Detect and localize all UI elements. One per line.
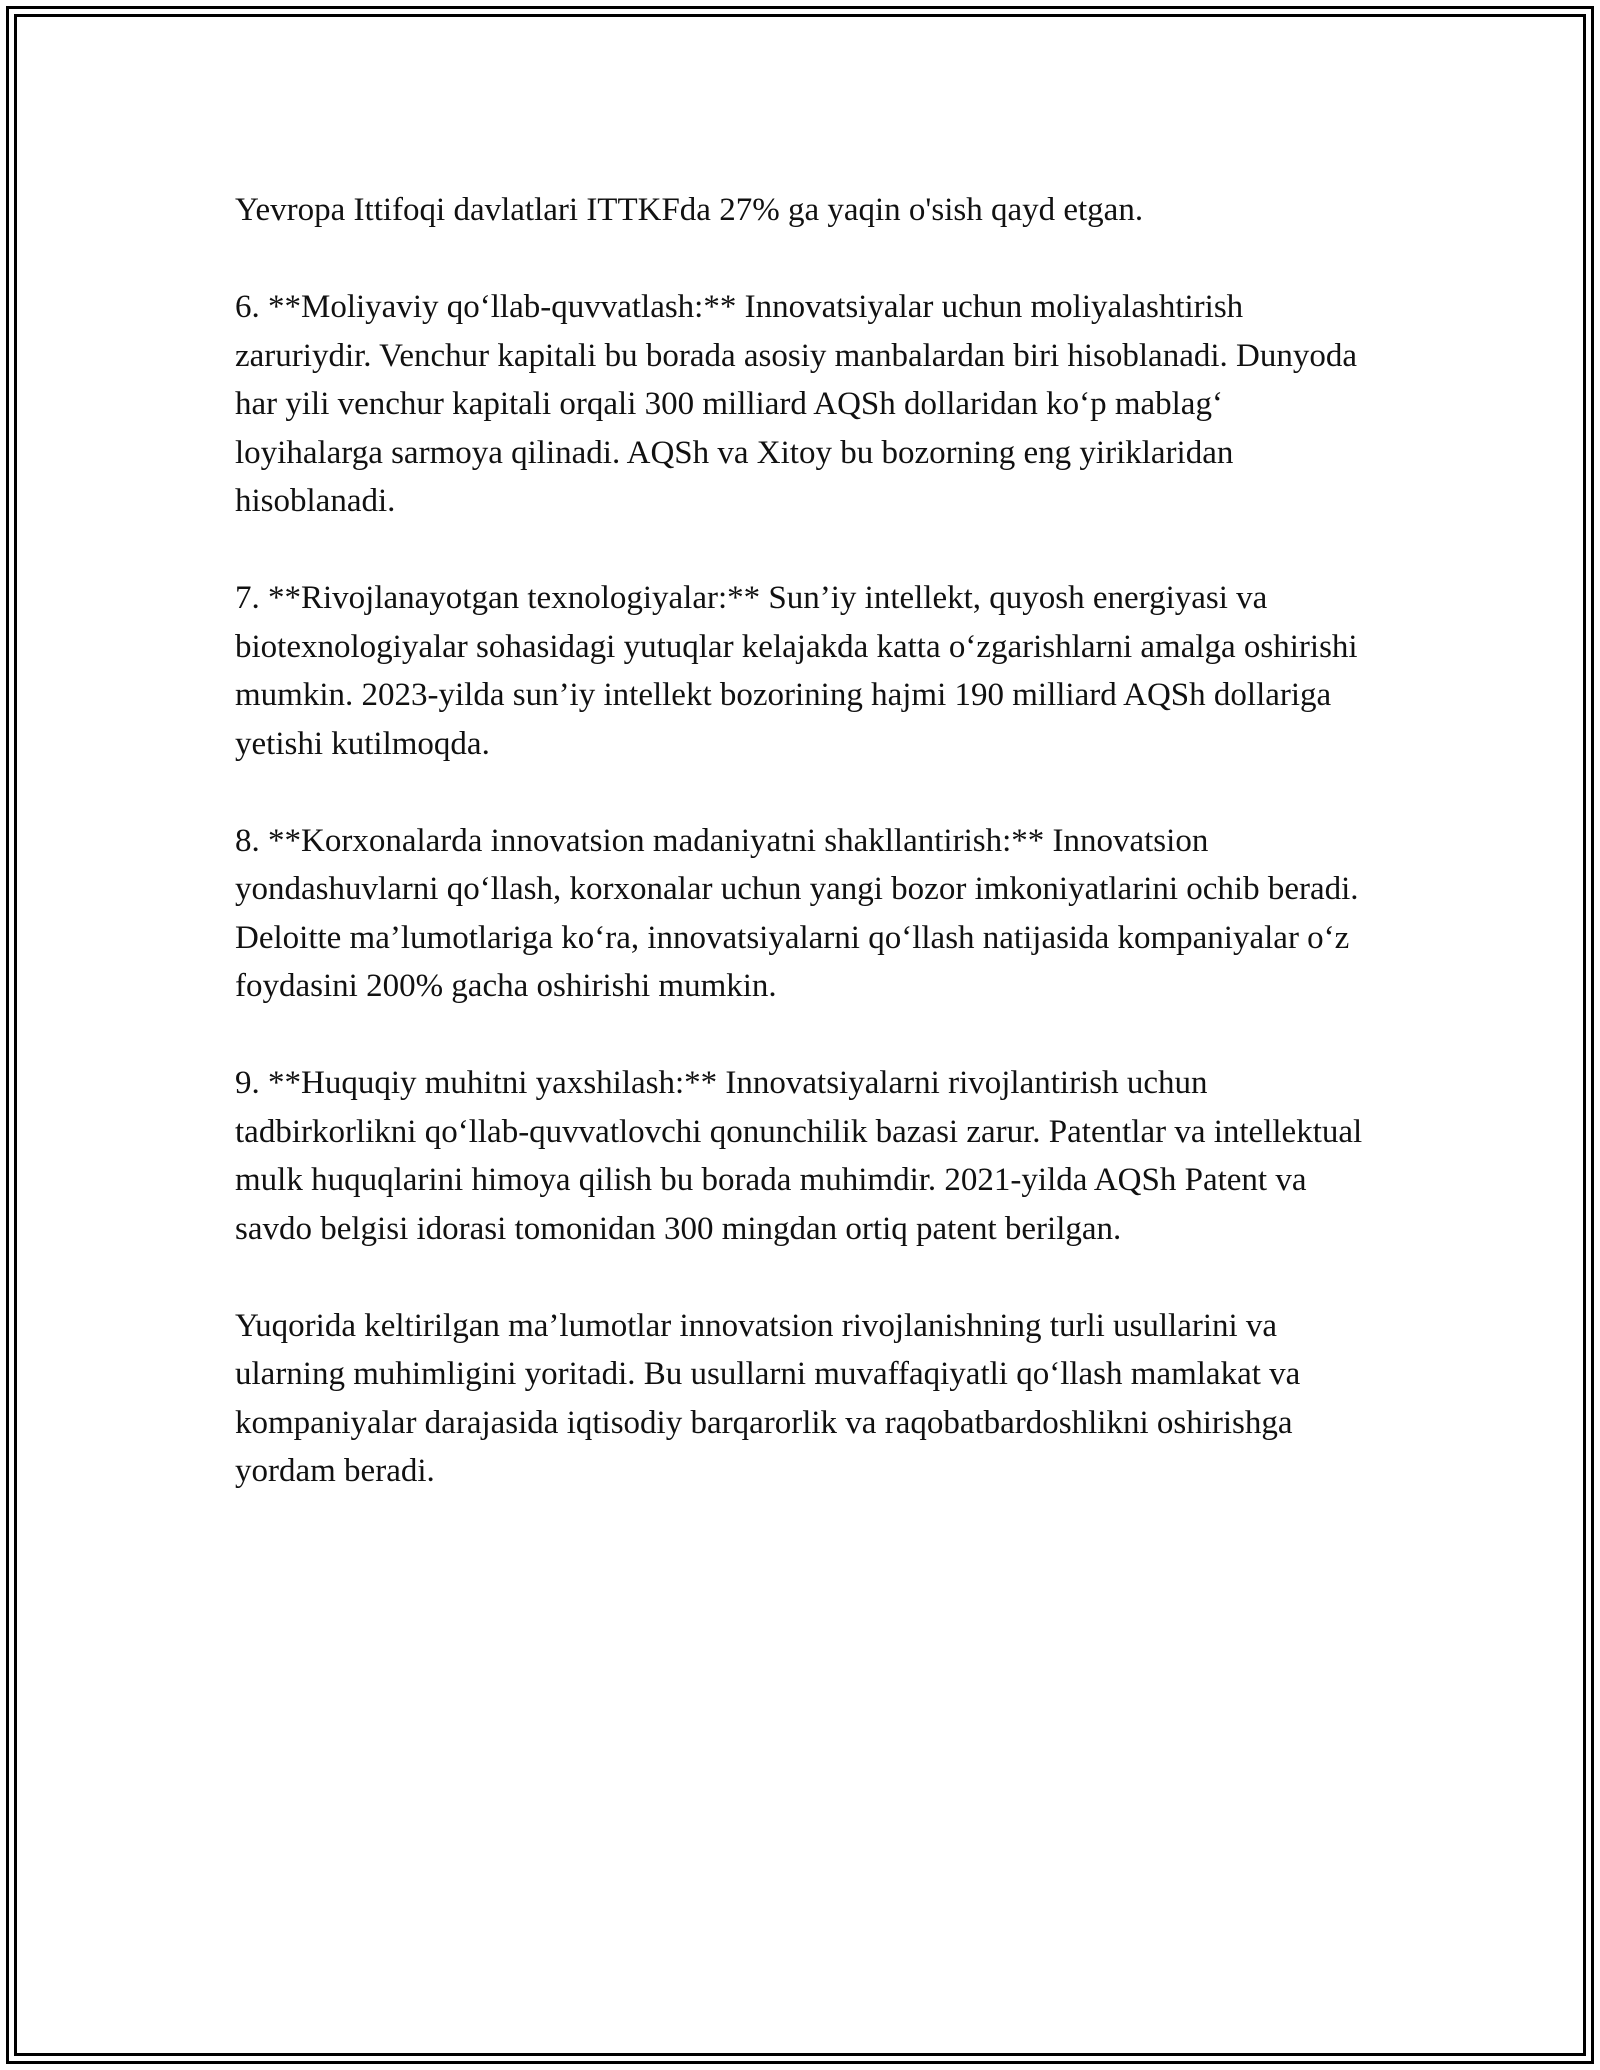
paragraph-intro: Yevropa Ittifoqi davlatlari ITTKFda 27% ga yaqin o'sish qayd etgan. <box>235 192 1144 228</box>
paragraph-item-6: 6. **Moliyaviy qo‘llab-quvvatlash:** Innovatsiyalar uchun moliyalashtirish zaruriydir. Venchur kapitali bu borada asosiy manbalardan biri hisoblanadi. Dunyoda har yili venchur kapitali orqali 300 milliard AQSh dollaridan ko‘p mablag‘ loyihalarga sarmoya qilinadi. AQSh va Xitoy bu bozorning eng yiriklaridan hisoblanadi. <box>235 289 1357 519</box>
document-body <box>235 186 1365 1544</box>
paragraph-item-7: 7. **Rivojlanayotgan texnologiyalar:** Sun’iy intellekt, quyosh energiyasi va biotexnologiyalar sohasidagi yutuqlar kelajakda katta o‘zgarishlarni amalga oshirishi mumkin. 2023-yilda sun’iy intellekt bozorining hajmi 190 milliard AQSh dollariga yetishi kutilmoqda. <box>235 580 1358 762</box>
paragraph-conclusion: Yuqorida keltirilgan ma’lumotlar innovatsion rivojlanishning turli usullarini va ularning muhimligini yoritadi. Bu usullarni muvaffaqiyatli qo‘llash mamlakat va kompaniyalar darajasida iqtisodiy barqarorlik va raqobatbardoshlikni oshirishga yordam beradi. <box>235 1307 1301 1489</box>
paragraph-item-8: 8. **Korxonalarda innovatsion madaniyatni shakllantirish:** Innovatsion yondashuvlarni qo‘llash, korxonalar uchun yangi bozor imkoniyatlarini ochib beradi. Deloitte ma’lumotlariga ko‘ra, innovatsiyalarni qo‘llash natijasida kompaniyalar o‘z foydasini 200% gacha oshirishi mumkin. <box>235 822 1359 1004</box>
paragraph-item-9: 9. **Huquqiy muhitni yaxshilash:** Innovatsiyalarni rivojlantirish uchun tadbirkorlikni qo‘llab-quvvatlovchi qonunchilik bazasi zarur. Patentlar va intellektual mulk huquqlarini himoya qilish bu borada muhimdir. 2021-yilda AQSh Patent va savdo belgisi idorasi tomonidan 300 mingdan ortiq patent berilgan. <box>235 1065 1363 1247</box>
